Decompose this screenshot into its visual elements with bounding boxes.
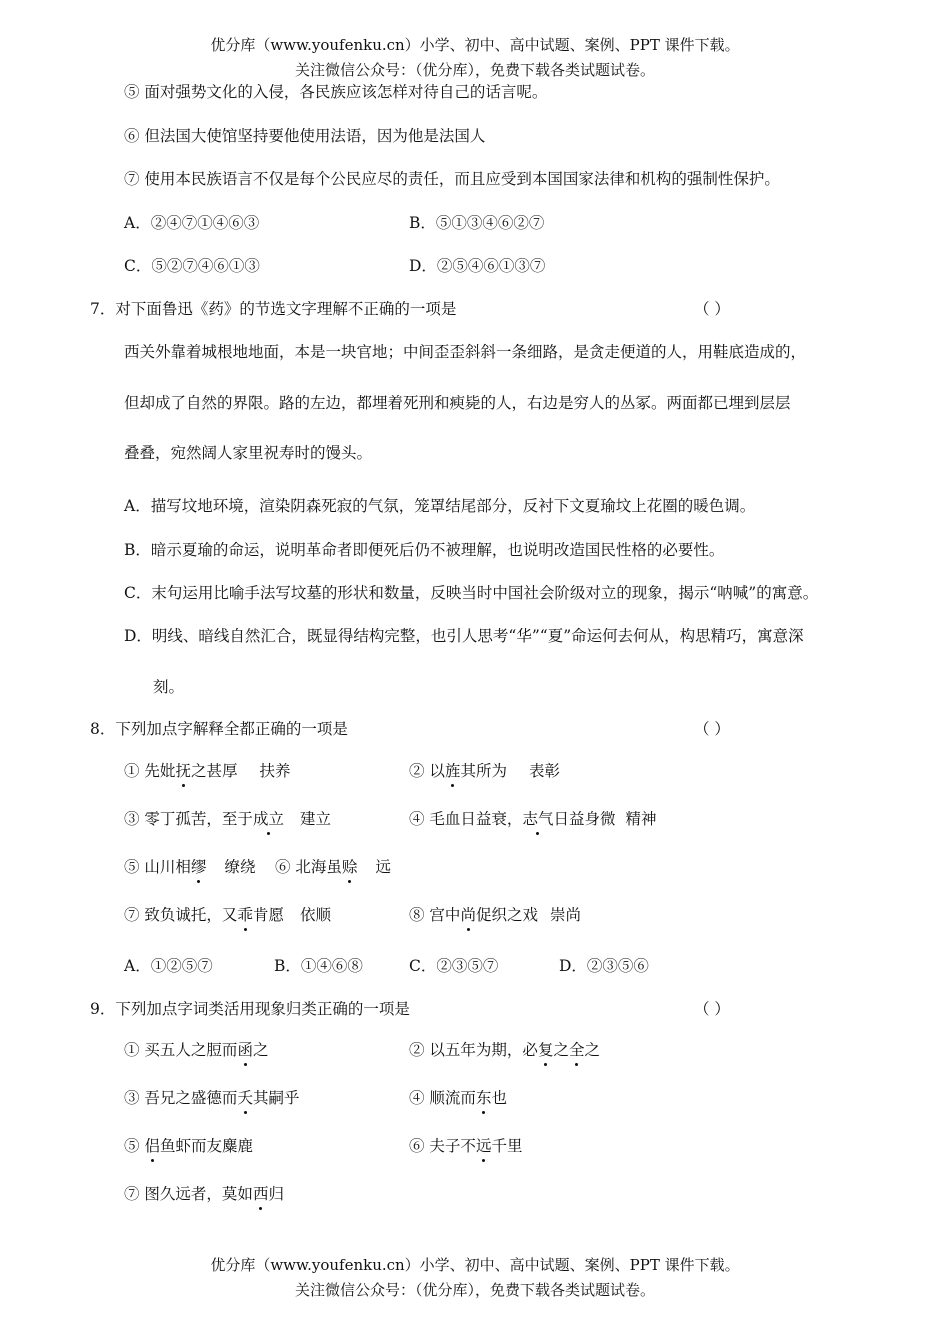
header-line-1: 优分库（www.youfenku.cn）小学、初中、高中试题、案例、PPT 课件下载。 [210,36,740,54]
q6-option-d: D．②⑤④⑥①③⑦ [409,257,546,275]
q7-option-b: B．暗示夏瑜的命运，说明革命者即便死后仍不被理解，也说明改造国民性格的必要性。 [124,541,725,559]
emphasis-char: 抚 [175,762,191,780]
q7-passage-line-3: 叠叠，宛然阔人家里祝寿时的馒头。 [124,444,373,462]
q7-passage-line-1: 西关外靠着城根地地面，本是一块官地；中间歪歪斜斜一条细路，是贪走便道的人，用鞋底造成的， [124,343,807,361]
emphasis-char: 夭 [237,1089,253,1107]
q9-item-4: ④ 顺流而东也 [409,1089,507,1107]
q8-item-3: ③ 零丁孤苦，至于成立 建立 [124,810,331,828]
q8-item-1: ① 先妣抚之甚厚 扶养 [124,762,291,780]
q6-sentence-5: ⑤ 面对强势文化的入侵，各民族应该怎样对待自己的话言呢。 [124,83,548,101]
q9-item-3: ③ 吾兄之盛德而夭其嗣乎 [124,1089,300,1107]
q8-answer-blank: （ ） [694,720,730,738]
q9-stem: 9．下列加点字词类活用现象归类正确的一项是 [90,1000,410,1018]
q9-item-7: ⑦ 图久远者，莫如西归 [124,1185,284,1203]
q8-option-c: C．②③⑤⑦ [409,957,499,975]
emphasis-char: 远 [475,1137,492,1155]
emphasis-char: 函 [237,1041,253,1059]
q6-sentence-7: ⑦ 使用本民族语言不仅是每个公民应尽的责任，而且应受到本国国家法律和机构的强制性保护。 [124,170,780,188]
emphasis-char: 全 [568,1041,585,1059]
emphasis-char: 西 [252,1185,269,1203]
footer-line-1: 优分库（www.youfenku.cn）小学、初中、高中试题、案例、PPT 课件下载。 [210,1256,740,1274]
q9-item-6: ⑥ 夫子不远千里 [409,1137,523,1155]
header-line-2: 关注微信公众号：（优分库），免费下载各类试题试卷。 [294,61,655,79]
emphasis-char: 志气 [522,810,554,828]
emphasis-char: 东 [475,1089,492,1107]
q8-item-5: ⑤ 山川相缪 缭绕 [124,858,256,876]
q7-answer-blank: （ ） [694,300,730,318]
q8-item-6: ⑥ 北海虽赊 远 [275,858,391,876]
emphasis-char: 乖 [237,906,253,924]
q7-option-a: A．描写坟地环境，渲染阴森死寂的气氛，笼罩结尾部分，反衬下文夏瑜坟上花圈的暖色调。 [124,497,756,515]
emphasis-char: 尚 [460,906,476,924]
q9-item-1: ① 买五人之脰而函之 [124,1041,269,1059]
q8-option-a: A．①②⑤⑦ [124,957,213,975]
q8-item-7: ⑦ 致负诚托，又乖肯愿 依顺 [124,906,331,924]
footer-line-2: 关注微信公众号：（优分库），免费下载各类试题试卷。 [294,1281,655,1299]
q6-sentence-6: ⑥ 但法国大使馆坚持要他使用法语，因为他是法国人 [124,127,486,145]
q8-item-2: ② 以旌其所为 表彰 [409,762,560,780]
emphasis-char: 成立 [252,810,284,828]
q6-option-b: B．⑤①③④⑥②⑦ [409,214,545,232]
q7-option-d: D．明线、暗线自然汇合，既显得结构完整，也引人思考“华”“夏”命运何去何从，构思精巧，寓意深 [124,627,804,645]
emphasis-char: 缪 [190,858,207,876]
q7-stem: 7．对下面鲁迅《药》的节选文字理解不正确的一项是 [90,300,457,318]
q9-item-2: ② 以五年为期，必复之全之 [409,1041,600,1059]
q8-option-b: B．①④⑥⑧ [274,957,363,975]
q7-option-d-continued: 刻。 [153,678,185,696]
q8-item-4: ④ 毛血日益衰，志气日益身微 精神 [409,810,657,828]
q8-stem: 8．下列加点字解释全都正确的一项是 [90,720,348,738]
emphasis-char: 旌 [444,762,461,780]
emphasis-char: 复 [537,1041,554,1059]
q6-option-a: A．②④⑦①④⑥③ [124,214,260,232]
q9-answer-blank: （ ） [694,1000,730,1018]
q7-passage-line-2: 但却成了自然的界限。路的左边，都埋着死刑和瘐毙的人，右边是穷人的丛冢。两面都已埋到层层 [124,394,791,412]
q8-option-d: D．②③⑤⑥ [559,957,649,975]
q7-option-c: C．末句运用比喻手法写坟墓的形状和数量，反映当时中国社会阶级对立的现象，揭示“呐喊”的寓意。 [124,584,819,602]
emphasis-char: 侣 [144,1137,160,1155]
q8-item-8: ⑧ 宫中尚促织之戏 崇尚 [409,906,581,924]
q6-option-c: C．⑤②⑦④⑥①③ [124,257,260,275]
q9-item-5: ⑤ 侣鱼虾而友麋鹿 [124,1137,253,1155]
emphasis-char: 赊 [341,858,358,876]
